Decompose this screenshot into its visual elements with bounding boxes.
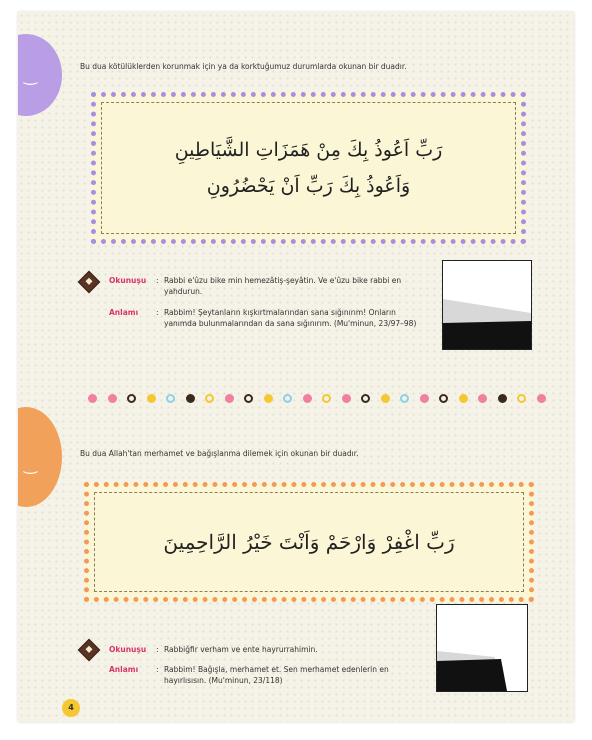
separator-dot [225, 394, 234, 403]
section1-colon: : [156, 276, 159, 285]
section1-arabic-line1: رَبِّ اَعُوذُ بِكَ مِنْ هَمَزَاتِ الشَّيَاطِينِ [174, 139, 443, 161]
dot-separator [88, 394, 558, 406]
separator-dot [439, 394, 448, 403]
section1-anlami-label: Anlamı [109, 308, 139, 317]
section2-arabic-line1: رَبِّ اغْفِرْ وَارْحَمْ وَاَنْتَ خَيْرُ الرَّاحِمِينَ [163, 530, 455, 554]
separator-dot [400, 394, 409, 403]
separator-dot [147, 394, 156, 403]
smiley-face-icon: ‿ [24, 455, 37, 474]
separator-dot [264, 394, 273, 403]
separator-dot [498, 394, 507, 403]
section2-arabic-frame [84, 482, 534, 602]
book-page [18, 12, 574, 722]
section2-anlami-label: Anlamı [109, 665, 139, 674]
section1-arabic-line2: وَاَعُوذُ بِكَ رَبِّ اَنْ يَحْضُرُونِ [206, 175, 411, 197]
section2-illustration-svg [437, 605, 527, 691]
section2-okunusu-label: Okunuşu [109, 645, 147, 654]
smiley-face-icon: ‿ [24, 66, 37, 85]
separator-dot [361, 394, 370, 403]
section2-intro: Bu dua Allah'tan merhamet ve bağışlanma dilemek için okunan bir duadır. [80, 449, 359, 458]
separator-dot [381, 394, 390, 403]
section1-illustration-svg [443, 261, 531, 349]
separator-dot [88, 394, 97, 403]
separator-dot [283, 394, 292, 403]
separator-dot [127, 394, 136, 403]
separator-dot [244, 394, 253, 403]
section1-okunusu-label: Okunuşu [109, 276, 147, 285]
separator-dot [459, 394, 468, 403]
section2-illustration [436, 604, 528, 692]
section2-diamond-icon [78, 639, 101, 662]
separator-dot [108, 394, 117, 403]
section2-arabic-box [94, 492, 524, 592]
section1-intro: Bu dua kötülüklerden korunmak için ya da korktuğumuz durumlarda okunan bir duadır. [80, 62, 407, 71]
separator-dot [420, 394, 429, 403]
separator-dot [322, 394, 331, 403]
separator-dot [166, 394, 175, 403]
orange-smiley-decoration [18, 407, 62, 507]
section1-colon: : [156, 308, 159, 317]
section2-okunusu-text: Rabbiğfir verham ve ente hayrurrahimin. [164, 645, 318, 654]
section1-arabic-box [101, 102, 516, 234]
separator-dot [205, 394, 214, 403]
section2-colon: : [156, 645, 159, 654]
separator-dot [342, 394, 351, 403]
page-number: 4 [62, 699, 80, 717]
section1-illustration [442, 260, 532, 350]
section1-okunusu-text: Rabbi e'ûzu bike min hemezâtiş-şeyâtin. Ve e'ûzu bike rabbi en yahdurun. [164, 276, 402, 296]
separator-dot [478, 394, 487, 403]
separator-dot [517, 394, 526, 403]
section1-anlami-text: Rabbim! Şeytanların kışkırtmalarından sana sığınırım! Onların yanımda bulunmalarından da sana sığınırım. (Mu'minun, 23/97–98) [164, 308, 417, 328]
separator-dot [186, 394, 195, 403]
section1-diamond-icon [78, 271, 101, 294]
separator-dot [303, 394, 312, 403]
section1-arabic-frame [91, 92, 526, 244]
separator-dot [537, 394, 546, 403]
section2-colon: : [156, 665, 159, 674]
section2-anlami-text: Rabbim! Bağışla, merhamet et. Sen merhamet edenlerin en hayırlısısın. (Mu'minun, 23/118) [164, 665, 389, 685]
purple-smiley-decoration [18, 34, 62, 116]
